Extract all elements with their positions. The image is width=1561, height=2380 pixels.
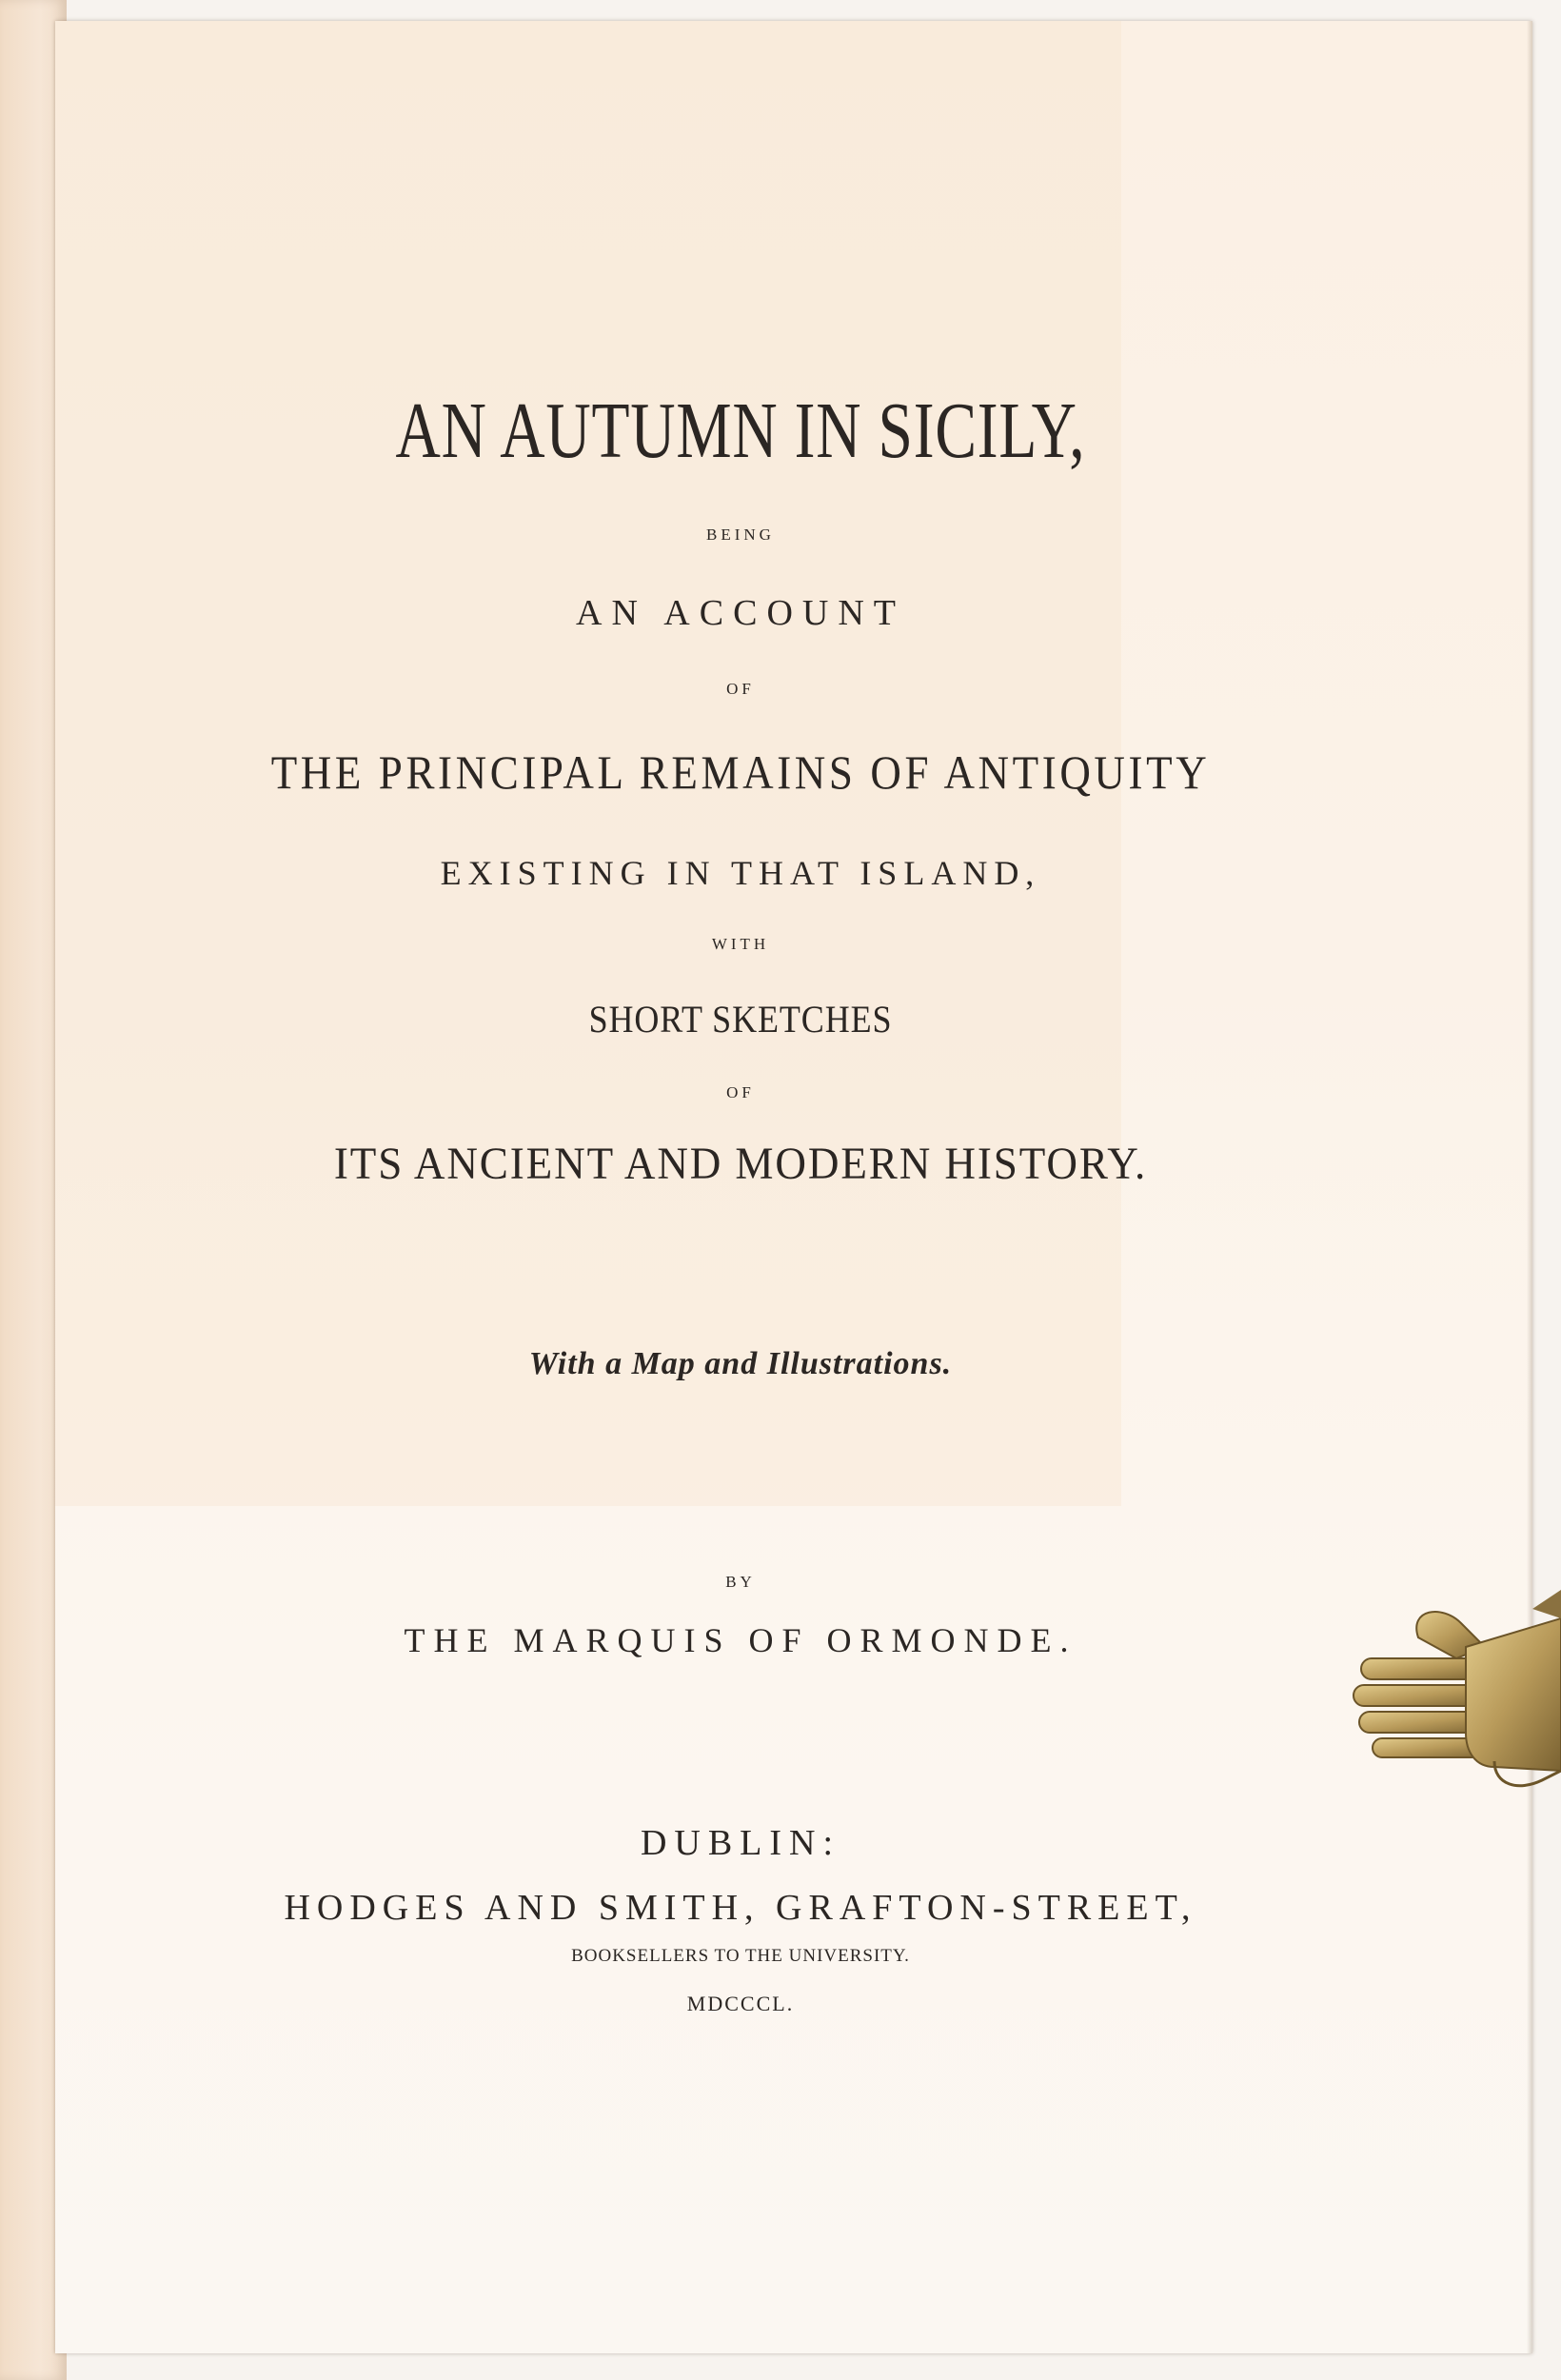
publisher-line: HODGES AND SMITH, GRAFTON-STREET, (284, 1888, 1197, 1928)
map-illustrations-line: With a Map and Illustrations. (528, 1346, 953, 1381)
book-title: AN AUTUMN IN SICILY, (395, 387, 1086, 475)
of-label-1: OF (726, 680, 755, 698)
sketches-line: SHORT SKETCHES (588, 998, 893, 1041)
city-line: DUBLIN: (640, 1823, 841, 1863)
author-line: THE MARQUIS OF ORMONDE. (404, 1621, 1077, 1659)
account-line: AN ACCOUNT (576, 593, 905, 633)
with-label: WITH (711, 935, 770, 953)
page-edge-shadow (1527, 21, 1532, 2353)
publication-date: MDCCCL. (686, 1992, 795, 2015)
subject-line: THE PRINCIPAL REMAINS OF ANTIQUITY (270, 745, 1211, 799)
history-line: ITS ANCIENT AND MODERN HISTORY. (333, 1139, 1148, 1189)
booksellers-line: BOOKSELLERS TO THE UNIVERSITY. (571, 1946, 910, 1966)
being-label: BEING (706, 526, 775, 544)
of-label-2: OF (726, 1083, 755, 1101)
existing-line: EXISTING IN THAT ISLAND, (440, 854, 1041, 892)
title-page (55, 21, 1532, 2353)
brass-hand-icon (1352, 1580, 1561, 1809)
by-label: BY (725, 1573, 756, 1591)
